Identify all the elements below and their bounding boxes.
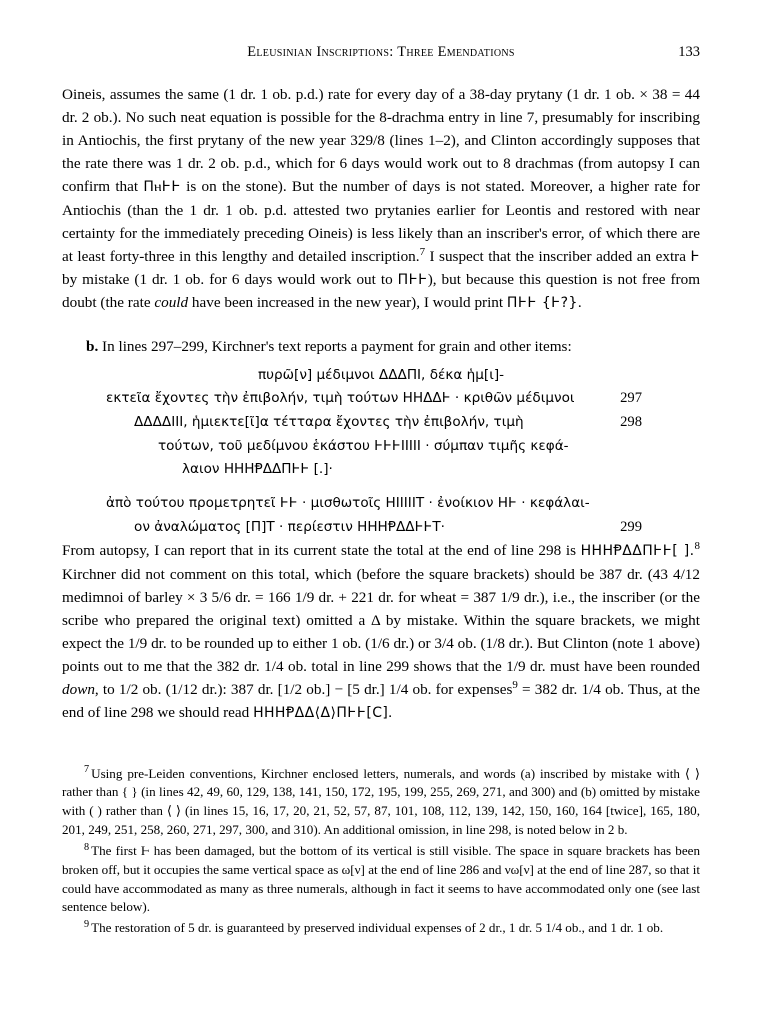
para2-italic-down: down xyxy=(62,681,95,699)
inscription-line-text: ον ἀναλώματος [Π]Τ · περίεστιν ΗΗΗⱣΔΔⱵⱵΤ· xyxy=(134,518,445,535)
para1-italic-could: could xyxy=(154,294,189,312)
inscription-line xyxy=(62,411,700,435)
inscription-line xyxy=(62,516,700,540)
footnote-marker: 8 xyxy=(84,841,90,853)
para2-numeral-2: ΗΗΗⱣΔΔ⟨Δ⟩ΠⱵⱵ[C] xyxy=(253,705,389,722)
para1-numeral-2: Ⱶ xyxy=(690,248,701,265)
inscription-line-text: λαιον ΗΗΗⱣΔΔΠⱵⱵ [.]· xyxy=(182,461,333,478)
footnote-8 xyxy=(62,842,700,917)
footnote-ref-7: 7 xyxy=(419,245,426,258)
inscription-line-number: 298 xyxy=(620,414,642,431)
running-title: Eleusinian Inscriptions: Three Emendations xyxy=(247,44,515,60)
section-b-text: In lines 297–299, Kirchner's text reports a payment for grain and other items: xyxy=(98,337,572,355)
footnote-ref-8: 8 xyxy=(694,540,700,553)
para1-text-4: by mistake (1 dr. 1 ob. for 6 days would work out to xyxy=(62,271,398,289)
paragraph-1 xyxy=(62,83,700,315)
para2-numeral-1: ΗΗΗⱣΔΔΠⱵⱵ[ ]. xyxy=(580,543,695,560)
section-b-intro xyxy=(62,335,700,358)
para2-text-1: From autopsy, I can report that in its current state the total at the end of line 298 is xyxy=(62,542,581,560)
para1-numeral-4: ΠⱵⱵ {Ⱶ?} xyxy=(506,295,578,312)
footnote-text: The first Ⱶ has been damaged, but the bottom of its vertical is still visible. The space in square brackets has been broken off, but it occupies the same vertical space as ω[ν] at the end of line 286 and νω[ν] at the end of line 287, so that it could have accommodated as many as three numerals, although in fact it seems to have accommodated only one (see last sentence below). xyxy=(62,842,700,915)
inscription-line-text: πυρῶ[ν] μέδιμνοι ΔΔΔΠΙ, δέκα ἡμ[ι]- xyxy=(257,366,505,383)
inscription-line-text: ἀπὸ τούτου προμετρητεῖ ⱵⱵ · μισθωτοῖς ΗΙΙΙΙΙΤ · ἐνοίκιον ΗⱵ · κεφάλαι- xyxy=(106,495,590,512)
inscription-quote xyxy=(62,364,700,540)
section-b-label: b. xyxy=(86,337,99,355)
footnote-7 xyxy=(62,765,700,840)
para1-text-1: Oineis, assumes the same (1 dr. 1 ob. p.d.) rate for every day of a 38-day prytany (1 dr. 1 ob. × 38 = 44 dr. 2 ob.). No such neat equation is possible for the 8-drachma entry in line 7, presumably for inscribing in Antiochis, the first prytany of the new year 329/8 (lines 1–2), and Clinton accordingly supposes that the rate there was 1 dr. 2 ob. p.d., which for 6 days would work out to 8 drachmas (from autopsy I can confirm that xyxy=(62,86,700,196)
running-head xyxy=(62,44,700,61)
para1-numeral-1: ΠⲏⱵⱵ xyxy=(143,179,181,196)
para1-text-7: . xyxy=(577,294,582,312)
para2-text-4: = 382 dr. 1/4 ob. Thus, at the end of line 298 we should read xyxy=(62,681,700,722)
para1-text-6: have been increased in the new year), I would print xyxy=(188,294,507,312)
footnote-text: Using pre-Leiden conventions, Kirchner enclosed letters, numerals, and words (a) inscribed by mistake with ⟨ ⟩ rather than { } (in lines 42, 49, 60, 129, 138, 141, 150, 172, 195, 199, 255, 269, 271, and 300) and (b) omitted by mistake with ( ) rather than ⟨ ⟩ (in lines 15, 16, 17, 20, 21, 52, 57, 87, 101, 108, 112, 139, 142, 150, 160, 164 [twice], 165, 180, 201, 249, 251, 258, 260, 271, 297, 300, and 310). An additional omission, in line 298, is noted below in 2 b. xyxy=(62,765,700,838)
para1-numeral-3: ΠⱵⱵ xyxy=(397,272,428,289)
footnote-text: The restoration of 5 dr. is guaranteed by preserved individual expenses of 2 dr., 1 dr. 5 1/4 ob., and 1 dr. 1 ob. xyxy=(91,920,664,936)
paragraph-2 xyxy=(62,539,700,724)
para2-text-5: . xyxy=(388,704,393,722)
footnote-ref-9: 9 xyxy=(512,679,518,692)
footnote-9 xyxy=(62,919,700,938)
inscription-line xyxy=(62,435,700,459)
footnotes xyxy=(62,765,700,939)
para2-text-2: Kirchner did not comment on this total, which (before the square brackets) should be 387 dr. (43 4/12 medimnoi of barley × 3 5/6 dr. = 166 1/9 dr. + 221 dr. for wheat = 387 1/9 dr.), i.e., the inscriber (or the scribe who prepared the original text) omitted a Δ by mistake. Within the square brackets, we might expect the 1/9 dr. to be rounded up to either 1 ob. (1/6 dr.) or 3/4 ob. (1/8 dr.). But Clinton (note 1 above) points out to me that the 382 dr. 1/4 ob. total in line 299 shows that the 1/9 dr. must have been rounded xyxy=(62,565,700,676)
footnote-marker: 9 xyxy=(84,918,90,930)
inscription-line xyxy=(62,458,700,482)
inscription-line-text: τούτων, τοῦ μεδίμνου ἑκάστου ⱵⱵⱵΙΙΙΙΙ · σύμπαν τιμῆς κεφά- xyxy=(158,437,569,454)
para1-text-5: ), but because this question is not free from doubt (the rate xyxy=(62,271,701,312)
para2-text-3: , to 1/2 ob. (1/12 dr.): 387 dr. [1/2 ob.] − [5 dr.] 1/4 ob. for expenses xyxy=(94,681,513,699)
inscription-line-text: ΔΔΔΔΙΙΙ, ἡμιεκτε[ῖ]α τέτταρα ἔχοντες τὴν ἐπιβολήν, τιμὴ xyxy=(134,414,524,431)
inscription-line-number: 299 xyxy=(620,518,642,535)
page-number: 133 xyxy=(678,44,700,60)
para1-text-2: is on the stone). But the number of days is not stated. Moreover, a higher rate for Antiochis (than the 1 dr. 1 ob. p.d. attested two prytanies earlier for Leontis and restored with near certainty for the immediately preceding Oineis) is less likely than an inscriber's error, of which there are at least forty-three in this lengthy and detailed inscription. xyxy=(62,178,700,265)
para1-text-3: I suspect that the inscriber added an extra xyxy=(425,247,691,265)
inscription-line-text: εκτεῖα ἔχοντες τὴν ἐπιβολήν, τιμὴ τούτων ΗΗΔΔⱵ · κριθῶν μέδιμνοι xyxy=(106,390,575,407)
footnote-marker: 7 xyxy=(84,764,90,776)
inscription-line-number: 297 xyxy=(620,390,642,407)
